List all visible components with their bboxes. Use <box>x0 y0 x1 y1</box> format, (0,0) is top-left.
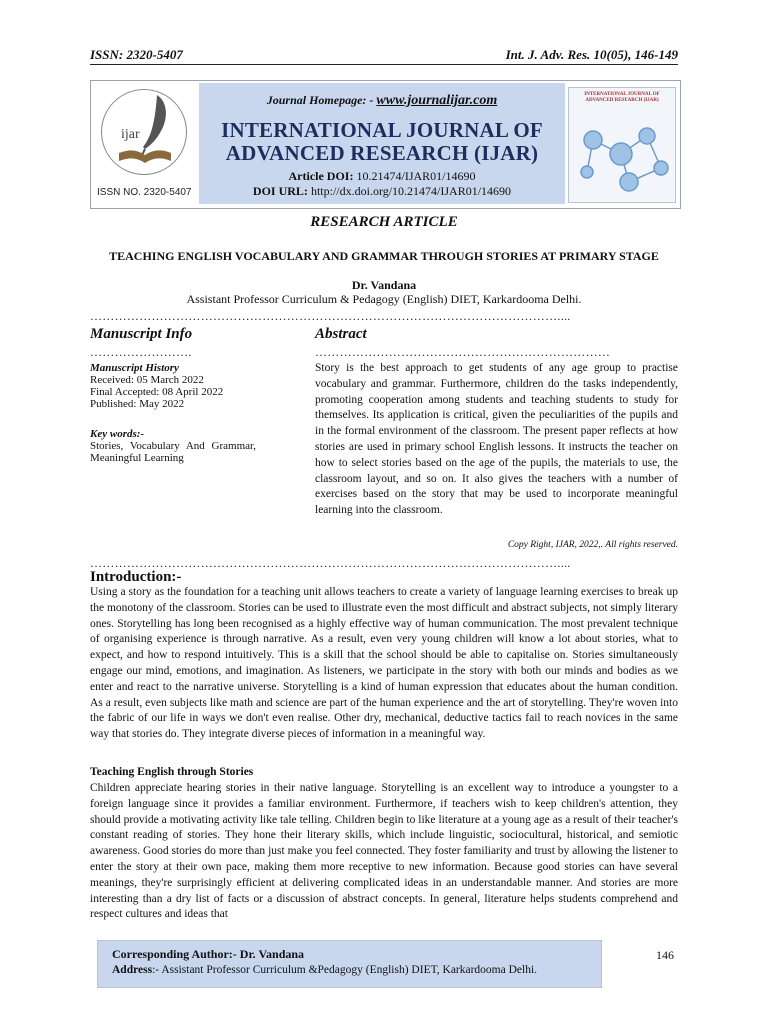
molecule-graphic-icon <box>573 110 671 198</box>
address-text: :- Assistant Professor Curriculum &Pedagogy (English) DIET, Karkardooma Delhi. <box>152 964 538 976</box>
running-header <box>90 44 678 65</box>
journal-title <box>199 119 565 165</box>
introduction-heading: Introduction:- <box>90 569 182 585</box>
abstract-heading: Abstract <box>315 326 367 342</box>
section-heading-teaching-english: Teaching English through Stories <box>90 766 254 778</box>
manuscript-info-heading: Manuscript Info <box>90 326 193 342</box>
page-number: 146 <box>656 948 674 962</box>
citation-text: Int. J. Adv. Res. 10(05), 146-149 <box>505 47 678 62</box>
copyright-text: Copy Right, IJAR, 2022,. All rights reserved. <box>507 540 678 550</box>
journal-homepage <box>199 93 565 109</box>
homepage-label: Journal Homepage: - <box>266 93 377 107</box>
separator-right: ……………………………………………………………… <box>315 345 611 359</box>
journal-title-line2: ADVANCED RESEARCH (IJAR) <box>225 141 539 165</box>
issn-text: ISSN: 2320-5407 <box>90 47 183 62</box>
logo-issn: ISSN NO. 2320-5407 <box>97 187 192 198</box>
manuscript-history-label: Manuscript History <box>90 362 179 374</box>
article-title: TEACHING ENGLISH VOCABULARY AND GRAMMAR THROUGH STORIES AT PRIMARY STAGE <box>109 249 659 263</box>
author-affiliation: Assistant Professor Curriculum & Pedagogy (English) DIET, Karkardooma Delhi. <box>186 292 582 306</box>
logo-text: ijar <box>121 127 140 142</box>
separator-bottom: …………………………………………………………………………………………………….... <box>90 556 571 570</box>
journal-cover-image <box>568 87 676 203</box>
section-text-teaching-english: Children appreciate hearing stories in their native language. Storytelling is an excellent way to introduce a youngster to a foreign language since it provides a familiar environment. Furthermore, if teachers wish to keep children's attention, they should provide a motivating activity like tale telling. Children begin to like literature at a young age as a result of their teacher's constant reading of stories. They hone their literary skills, which include linguistic, sociocultural, historical, and semiotic awareness. Good stories do more than just make you feel connected. They foster familiarity and trust by allowing the listener to enter the story at their own pace, making them more receptive to new information. Because good stories can have several meanings, they're surprisingly efficient at delivering complicated ideas in an understandable manner. And stories are more interesting than a dry list of facts or a discussion of abstract concepts. In general, literature helps students comprehend and respect cultures and ideas that <box>90 782 678 921</box>
cover-title: INTERNATIONAL JOURNAL OF ADVANCED RESEARCH (IJAR) <box>584 92 660 103</box>
doi-block <box>199 169 565 199</box>
journal-logo <box>93 83 197 204</box>
author-name: Dr. Vandana <box>351 278 417 292</box>
article-doi: 10.21474/IJAR01/14690 <box>353 169 476 183</box>
homepage-link[interactable]: www.journalijar.com <box>376 93 498 108</box>
journal-banner <box>90 80 681 209</box>
received-date: Received: 05 March 2022 <box>90 374 204 386</box>
doi-url-label: DOI URL: <box>252 184 308 198</box>
keywords-label: Key words:- <box>90 428 145 440</box>
separator-left: ……………………. <box>90 345 192 359</box>
introduction-text: Using a story as the foundation for a teaching unit allows teachers to create a variety of language learning exercises to break up the monotony of the classroom. Stories can be used to illustrate even the most difficult and abstract subjects, not simply literary ones. Storytelling has long been recognised as a highly effective way of human communication. The most prevalent technique of organising experience is through narrative. As a result, even very young children will know a lot about stories, what to expect, and how to respond intuitively. This is a skill that the school should be able to capitalise on. Stories simultaneously engage our mind, emotions, and imagination. As listeners, we participate in the story with both our minds and bodies as we enter and react to the narrative universe. Storytelling is a kind of human expression that educates about the human condition. As a result, even subjects like math and science are part of the human experience and the art of storytelling. They're woven into the fabric of our life in ways we don't even realise. Other dry, mechanical, deductive tactics fail to reach novices in the same way that stories do. They integrate diverse pieces of information in a meaningful way. <box>90 586 678 741</box>
article-doi-label: Article DOI: <box>288 169 354 183</box>
journal-title-line1: INTERNATIONAL JOURNAL OF <box>221 118 543 142</box>
accepted-date: Final Accepted: 08 April 2022 <box>90 386 224 398</box>
manuscript-history <box>90 362 260 410</box>
banner-center <box>199 83 565 204</box>
corresponding-address <box>112 964 537 976</box>
corresponding-author: Corresponding Author:- Dr. Vandana <box>112 947 305 961</box>
article-type: RESEARCH ARTICLE <box>310 214 458 230</box>
keywords-text: Stories, Vocabulary And Grammar, Meaningful Learning <box>90 440 256 464</box>
keywords-block <box>90 428 256 464</box>
corresponding-author-box <box>97 940 602 988</box>
published-date: Published: May 2022 <box>90 398 185 410</box>
doi-url-link[interactable]: http://dx.doi.org/10.21474/IJAR01/14690 <box>307 184 512 198</box>
address-label: Address <box>112 964 153 976</box>
separator-top: …………………………………………………………………………………………………….... <box>90 309 571 323</box>
abstract-text: Story is the best approach to get students of any age group to practise vocabulary and grammar. Furthermore, children do the tasks independently, promoting cooperation among students and teaching students to study for themselves. Its application is critical, given the peculiarities of the pupils and in the formal environment of the classroom. The present paper reflects at how stories are used in primary school English lessons. It instructs the teacher on how to select stories based on the age of the pupils, the materials to use, the classroom layout, and so on. It also gives the teachers with a number of exercises based on the story that may be used to incorporate meaningful learning into the classroom. <box>315 362 678 517</box>
